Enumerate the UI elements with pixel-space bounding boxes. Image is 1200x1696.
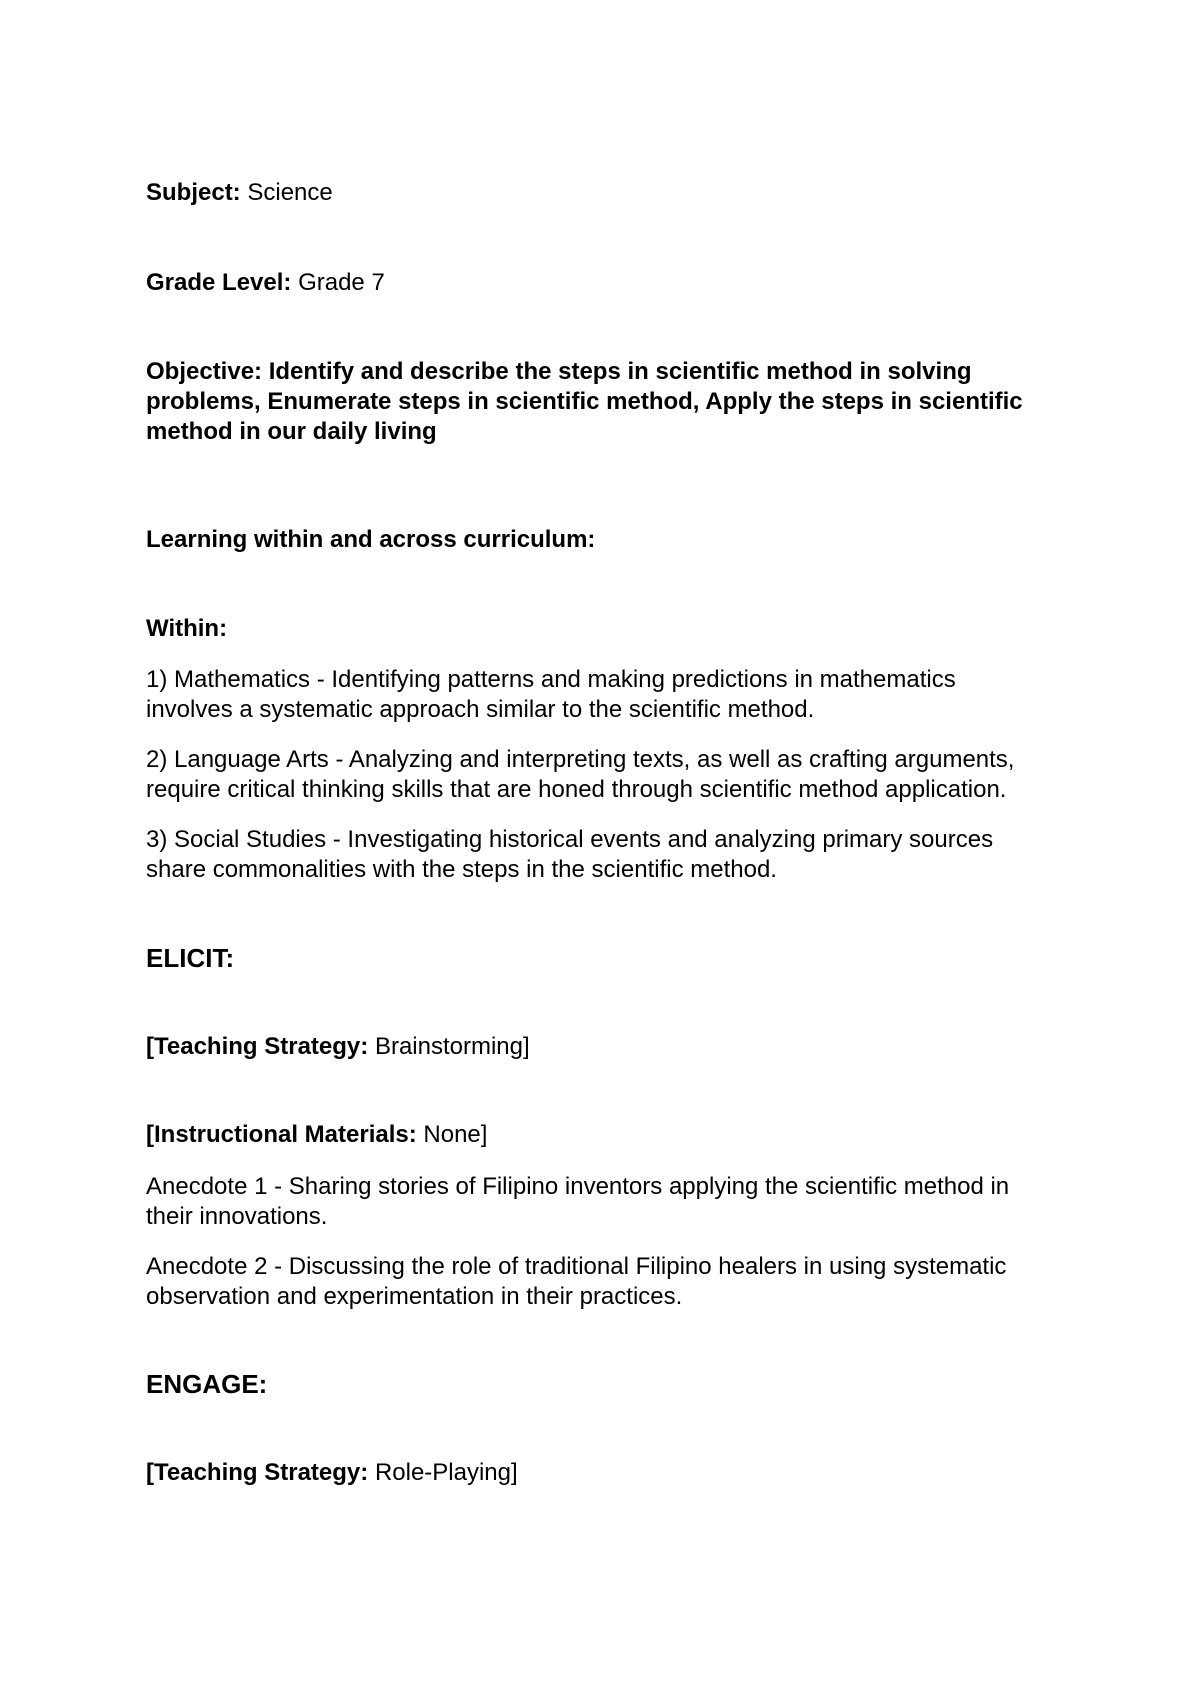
elicit-strategy-open: [: [146, 1033, 154, 1060]
anecdote-1: Anecdote 1 - Sharing stories of Filipino inventors applying the scientific method in their innovations.: [146, 1173, 1010, 1230]
anecdote-2: Anecdote 2 - Discussing the role of traditional Filipino healers in using systematic observation and experimentation in their practices.: [146, 1253, 1007, 1310]
subject-value: Science: [247, 179, 333, 206]
curriculum-item-language-arts: 2) Language Arts - Analyzing and interpreting texts, as well as crafting arguments, require critical thinking skills that are honed through scientific method application.: [146, 746, 1015, 803]
elicit-strategy-close: ]: [523, 1033, 530, 1060]
elicit-materials-close: ]: [480, 1121, 488, 1148]
engage-teaching-strategy: [146, 1458, 1046, 1488]
engage-strategy-label: Teaching Strategy:: [154, 1459, 369, 1486]
curriculum-item-social-studies: 3) Social Studies - Investigating historical events and analyzing primary sources share commonalities with the steps in the scientific method.: [146, 826, 994, 883]
objective-label: Objective:: [146, 358, 263, 385]
engage-strategy-value: Role-Playing: [374, 1459, 512, 1486]
grade-level-label: Grade Level:: [146, 269, 292, 296]
objective-value: Identify and describe the steps in scientific method in solving problems, Enumerate steps in scientific method, Apply the steps in scientific method in our daily living: [146, 358, 1023, 445]
engage-strategy-open: [: [146, 1459, 154, 1486]
subject-line: [146, 178, 1046, 208]
subject-label: Subject:: [146, 179, 241, 206]
elicit-instructional-materials: [146, 1120, 1046, 1150]
objective-paragraph: [146, 357, 1046, 447]
grade-level-line: [146, 268, 1046, 298]
within-label: Within:: [146, 615, 228, 642]
elicit-strategy-label: Teaching Strategy:: [154, 1033, 369, 1060]
curriculum-item-mathematics: 1) Mathematics - Identifying patterns and making predictions in mathematics involves a systematic approach similar to the scientific method.: [146, 666, 956, 723]
engage-heading: ENGAGE:: [146, 1369, 268, 1399]
engage-strategy-close: ]: [511, 1459, 518, 1486]
elicit-materials-value: None: [423, 1121, 481, 1148]
elicit-heading: ELICIT:: [146, 943, 235, 973]
grade-level-value: Grade 7: [298, 269, 385, 296]
elicit-materials-open: [: [146, 1121, 154, 1148]
curriculum-heading: Learning within and across curriculum:: [146, 526, 596, 553]
elicit-materials-label: Instructional Materials:: [154, 1121, 417, 1148]
elicit-teaching-strategy: [146, 1032, 1046, 1062]
elicit-strategy-value: Brainstorming: [374, 1033, 523, 1060]
